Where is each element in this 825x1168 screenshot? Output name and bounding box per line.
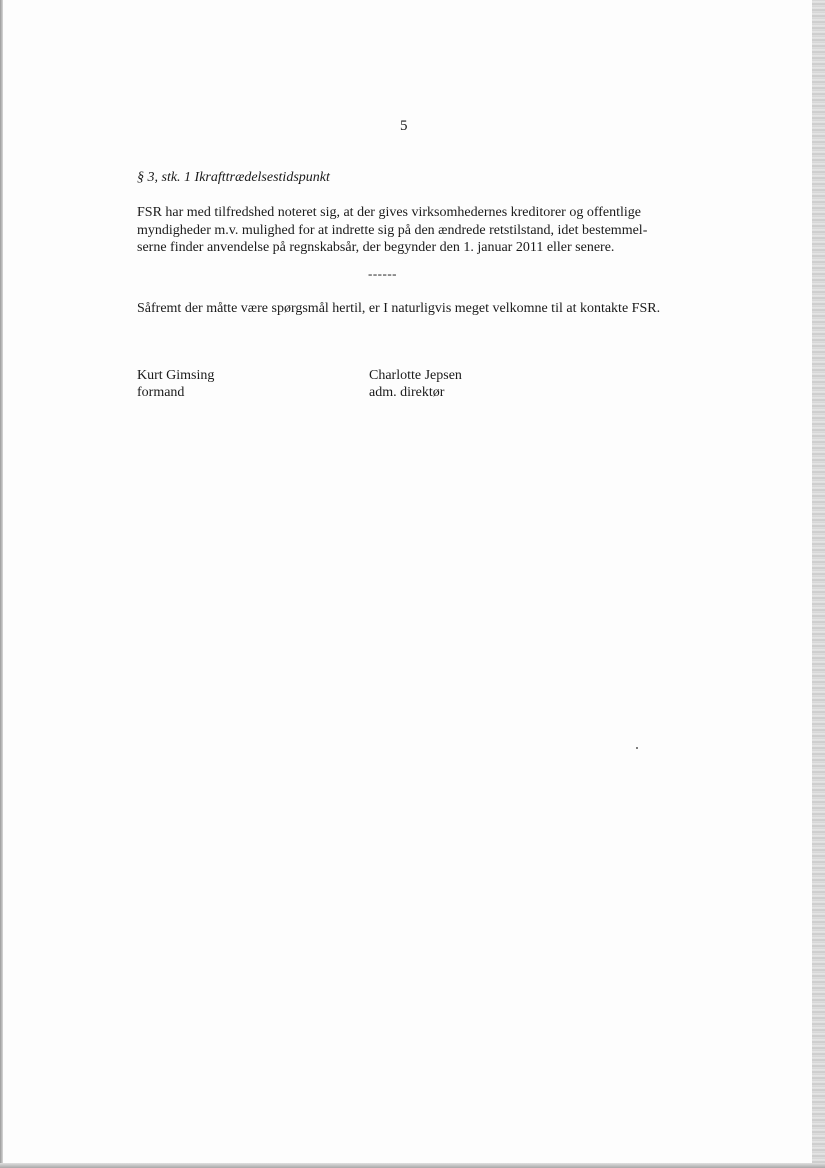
section-heading: § 3, stk. 1 Ikrafttrædelsestidspunkt: [137, 170, 330, 185]
scan-edge-right: [812, 0, 825, 1168]
paragraph-line: serne finder anvendelse på regnskabsår, der begynder den 1. januar 2011 eller senere.: [137, 240, 615, 255]
signatory-name: Charlotte Jepsen: [369, 368, 462, 383]
scan-edge-left: [0, 0, 3, 1168]
scan-speck: [636, 747, 638, 749]
closing-sentence: Såfremt der måtte være spørgsmål hertil, er I naturligvis meget velkomne til at kontakte FSR.: [137, 301, 661, 316]
paragraph-line: myndigheder m.v. mulighed for at indrette sig på den ændrede retstilstand, idet bestemmel-: [137, 222, 648, 238]
signature-block-left: [137, 367, 214, 401]
signatory-title: formand: [137, 385, 185, 400]
paragraph-line: FSR har med tilfredshed noteret sig, at der gives virksomhedernes kreditorer og offentlige: [137, 205, 641, 220]
page-number: 5: [400, 118, 408, 134]
signatory-title: adm. direktør: [369, 385, 445, 400]
scan-edge-bottom: [0, 1163, 825, 1168]
signature-block-right: [369, 367, 462, 401]
separator-dashes: ------: [368, 266, 397, 281]
signatory-name: Kurt Gimsing: [137, 368, 215, 383]
section-paragraph: [137, 204, 677, 257]
